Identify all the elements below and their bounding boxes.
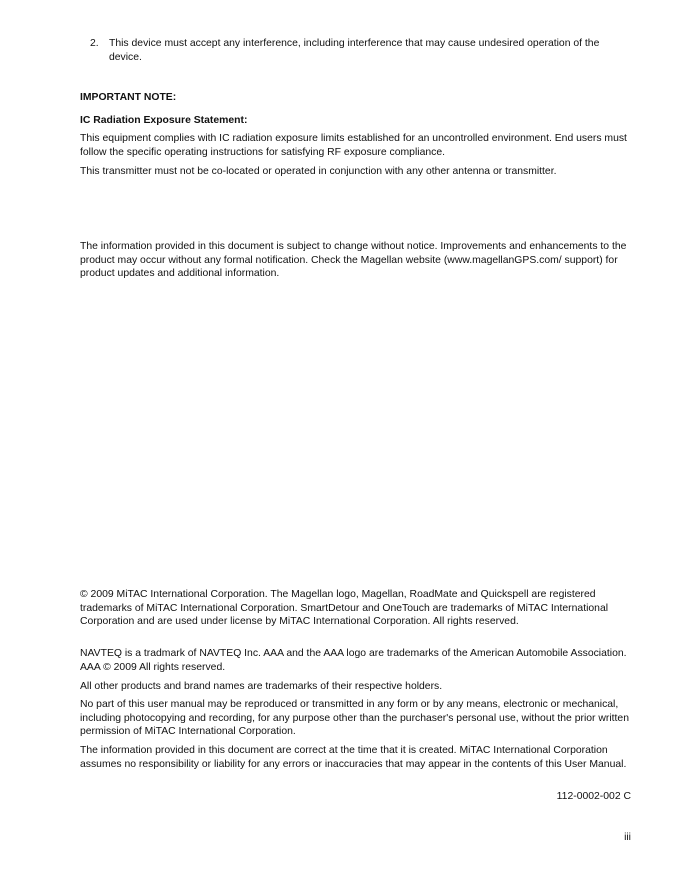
ic-paragraph-1: This equipment complies with IC radiation exposure limits established for an uncontrolled environment. End users must follow the specific operating instructions for satisfying RF exposure compliance. bbox=[80, 133, 627, 158]
important-note-heading: IMPORTANT NOTE: bbox=[80, 92, 177, 103]
copyright-paragraph: © 2009 MiTAC International Corporation. The Magellan logo, Magellan, RoadMate and Quickspell are registered trademarks of MiTAC International Corporation. SmartDetour and OneTouch are trademarks of MiTAC International Corporation and are used under license by MiTAC International Corporation. All rights reserved. bbox=[80, 589, 609, 628]
navteq-paragraph: NAVTEQ is a tradmark of NAVTEQ Inc. AAA and the AAA logo are trademarks of the American Automobile Association. AAA © 2009 All rights reserved. bbox=[80, 648, 627, 673]
no-part-paragraph: No part of this user manual may be reproduced or transmitted in any form or by any means, electronic or mechanical, including photocopying and recording, for any purpose other than the purchaser's personal use, without the prior written permission of MiTAC International Corporation. bbox=[80, 699, 629, 738]
ic-statement-heading: IC Radiation Exposure Statement: bbox=[80, 115, 248, 126]
document-number: 112-0002-002 C bbox=[556, 791, 631, 802]
other-products-paragraph: All other products and brand names are trademarks of their respective holders. bbox=[80, 681, 443, 692]
info-change-paragraph: The information provided in this document is subject to change without notice. Improvements and enhancements to the product may occur without any formal notification. Check the Magellan website (www.magellanGPS.com/ support) for product updates and additional information. bbox=[80, 241, 627, 280]
ic-paragraph-2: This transmitter must not be co-located or operated in conjunction with any other antenna or transmitter. bbox=[80, 166, 557, 177]
list-number: 2. bbox=[90, 38, 99, 49]
list-text: This device must accept any interference, including interference that may cause undesired operation of the device. bbox=[109, 38, 600, 63]
page-number: iii bbox=[624, 832, 631, 843]
correctness-paragraph: The information provided in this document are correct at the time that it is created. MiTAC International Corporation assumes no responsibility or liability for any errors or inaccuracies that may appear in the contents of this User Manual. bbox=[80, 745, 627, 770]
